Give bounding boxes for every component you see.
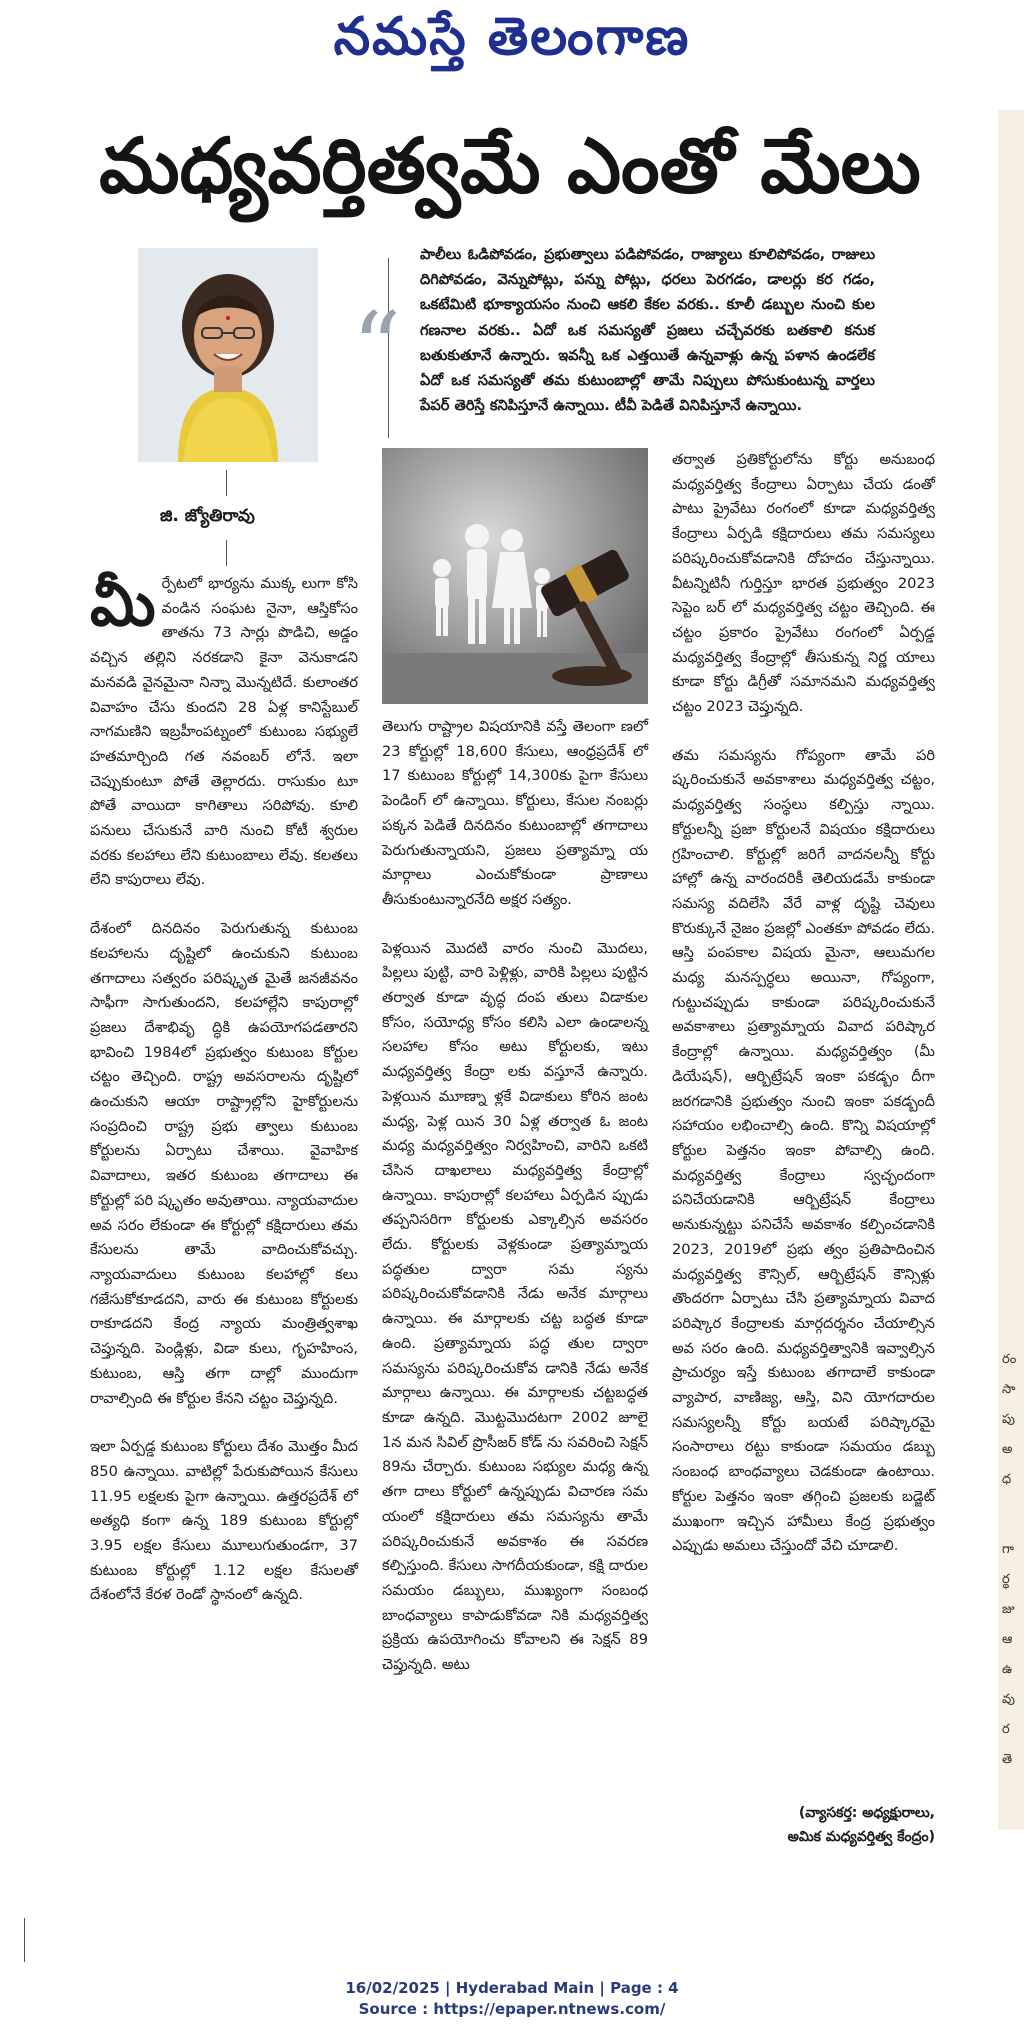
byline-rule-bottom bbox=[226, 540, 227, 566]
edge-fragment: వు bbox=[1002, 1692, 1015, 1707]
adjacent-text-fragments bbox=[1002, 1345, 1024, 1775]
edge-fragment: అ bbox=[1002, 1442, 1013, 1457]
edge-fragment: రం bbox=[1002, 1352, 1017, 1367]
author-photo bbox=[138, 248, 318, 462]
paragraph: తెలుగు రాష్ట్రాల విషయానికి వస్తే తెలంగా ణలో 23 కోర్టుల్లో 18,600 కేసులు, ఆంధ్రప్రదేశ్ లో 17 కుటుంబ కోర్టుల్లో 14,300కు పైగా కేసులు పెండింగ్ లో ఉన్నాయి. కోర్టులు, కేసుల నంబర్లు పక్కన పెడితే దినదినం కుటుంబాల్లో తగాదాలు పెరుగుతున్నాయని, ప్రజలు ప్రత్యామ్నా య మార్గాలు ఎంచుకోకుండా ప్రాణాలు తీసుకుంటున్నారనేది అక్షర సత్యం. bbox=[382, 718, 648, 908]
paragraph: పెళ్లయిన మొదటి వారం నుంచి మొదలు, పిల్లలు పుట్టి, వారి పెళ్లిళ్లు, వారికి పిల్లలు పుట్టిన తర్వాత కూడా వృద్ధ దంప తులు విడాకుల కోసం, సయోధ్య కోసం కలిసి ఎలా ఉండాలన్న సలహాల కోసం అటు కోర్టులకు, ఇటు మధ్యవర్తిత్వ కేంద్రా లకు వస్తూనే ఉన్నారు. పెళ్లయిన మూణ్నా ళ్లకే విడాకులు కోరిన జంట మధ్య, పెళ్ల యిన 30 ఏళ్ల తర్వాత ఓ జంట మధ్య మధ్యవర్తిత్వం నిర్వహించి, వారిని ఒకటి చేసిన దాఖలాలు మధ్యవర్తిత్వ కేంద్రాల్లో ఉన్నాయి. కాపురాల్లో కలహాలు ఏర్పడిన ప్పుడు తప్పనిసరిగా కోర్టులకు ఎక్కాల్సిన అవసరం లేదు. కోర్టులకు వెళ్లకుండా ప్రత్యామ్నాయ పద్ధతుల ద్వారా సమ స్యను పరిష్కరించుకోవడానికి నేడు అనేక మార్గాలు ఉన్నాయి. ఈ మార్గాలకు చట్ట బద్ధత కూడా ఉంది. ప్రత్యామ్నాయ పద్ధ తుల ద్వారా సమస్యను పరిష్కరించుకోవ డానికి నేడు అనేక మార్గాలు ఉన్నాయి. ఈ మార్గాలకు చట్టబద్ధత కూడా ఉన్నది. మొట్టమొదటగా 2002 జూలై 1న మన సివిల్ ప్రొసీజర్ కోడ్ ను సవరించి సెక్షన్ 89ను చేర్చారు. కుటుంబ సభ్యుల మధ్య ఉన్న తగా దాలు కోర్టులో ఉన్నప్పుడు విచారణ సమ యంలో కక్షిదారులు తమ సమస్యను తామే పరిష్కరించుకునే అవకాశం ఈ సవరణ కల్పిస్తుంది. కేసులు సాగదీయకుండా, కక్షి దారుల సమయం డబ్బులు, ముఖ్యంగా సంబంధ బాంధవ్యాలు కాపాడుకోవడా నికి మధ్యవర్తిత్వ ప్రక్రియ ఉపయోగించు కోవాలని ఈ సెక్షన్ 89 చెప్తున్నది. అటు bbox=[382, 939, 648, 1674]
edge-fragment: గా bbox=[1002, 1542, 1014, 1557]
paragraph-text: ర్పేటలో భార్యను ముక్క లుగా కోసి వండిన సంఘట నైనా, ఆస్తికోసం తాతను 73 సార్లు పొడిచి, అడ్డం వచ్చిన తల్లిని నరకడాని కైనా వెనుకాడని మనవడి వైనమైనా నిన్నా మొన్నటిదే. కులాంతర వివాహం చేసు కుందని 28 ఏళ్ల కానిస్టేబుల్ నాగమణిని ఇబ్రహీంపట్నంలో కుటుంబ సభ్యులే హతమార్చింది గత నవంబర్ లోనే. ఇలా చెప్పుకుంటూ పోతే తెల్లారదు. రాసుకుం టూ పోతే వాయిదా కాగితాలు సరిపోవు. కూలి పనులు చేసుకునే వారి నుంచి కోటీ శ్వరుల వరకు కలహాలు లేని కుటుంబాలు లేవు. కలతలు లేని కాపురాలు లేవు. bbox=[90, 575, 358, 889]
byline-rule-top bbox=[226, 470, 227, 496]
drop-cap: మీ bbox=[90, 567, 156, 640]
paragraph: దేశంలో దినదినం పెరుగుతున్న కుటుంబ కలహాలను దృష్టిలో ఉంచుకుని కుటుంబ తగాదాలు సత్వరం పరిష్కృత మైతే జనజీవనం సాఫీగా సాగుతుందని, కలహాల్లేని కాపురాల్లో ప్రజలు దేశాభివృ ద్ధికి ఉపయోగపడతారని భావించి 1984లో ప్రభుత్వం కుటుంబ కోర్టుల చట్టం తెచ్చింది. రాష్ట్ర అవసరాలను దృష్టిలో ఉంచుకుని ఆయా రాష్ట్రాల్లోని హైకోర్టులను సంప్రదించి రాష్ట్ర ప్రభు త్వాలు కుటుంబ కోర్టులను ఏర్పాటు చేశాయి. వైవాహిక వివాదాలు, ఇతర కుటుంబ తగాదాలు ఈ కోర్టుల్లో పరి ష్కృతం అవుతాయి. న్యాయవాదుల అవ సరం లేకుండా ఈ కోర్టుల్లో కక్షిదారులు తమ కేసులను తామే వాదించుకోవచ్చు. న్యాయవాదులు కుటుంబ కలహాల్లో కలు గజేసుకోకూడదని, వారు ఈ కుటుంబ కోర్టులకు రాకూడదని కేంద్ర న్యాయ మంత్రిత్వశాఖ చెప్తున్నది. పెండ్లిళ్లు, విడా కులు, గృహహింస, కుటుంబ, ఆస్తి తగా దాల్లో ముందుగా రావాల్సింది ఈ కోర్టుల కేనని చట్టం చెప్తున్నది. bbox=[90, 920, 358, 1407]
article-column-1 bbox=[90, 567, 358, 1608]
edge-fragment: ర bbox=[1002, 1722, 1010, 1737]
author-byline: జి. జ్యోతిరావు bbox=[160, 506, 255, 526]
edge-fragment: పు bbox=[1002, 1412, 1015, 1427]
pullquote-intro: పాలీలు ఓడిపోవడం, ప్రభుత్వాలు పడిపోవడం, రాజ్యాలు కూలిపోవడం, రాజులు దిగిపోవడం, వెన్నుపోట్లు, పన్ను పోట్లు, ధరలు పెరగడం, డాలర్లు కర గడం, ఒకటేమిటి భూక్యాయసం నుంచి ఆకలి కేకల వరకు.. కూలీ డబ్బుల నుంచి కుల గణనాల వరకు.. ఏదో ఒక సమస్యతో ప్రజలు చచ్చేవరకు బతకాలి కనుక బతుకుతూనే ఉన్నారు. ఇవన్నీ ఒక ఎత్తయితే ఉన్నవాళ్లు ఉన్న పళాన ఉండలేక ఏదో ఒక సమస్యతో తమ కుటుంబాల్లో తామే నిప్పులు పోసుకుంటున్న వార్తలు పేపర్ తెరిస్తే కనిపిస్తూనే ఉన్నాయి. టీవీ పెడితే వినిపిస్తూనే ఉన్నాయి. bbox=[420, 246, 875, 415]
edge-fragment: ఉ bbox=[1002, 1662, 1013, 1677]
headline: మధ్యవర్తిత్వమే ఎంతో మేలు bbox=[99, 121, 921, 210]
edge-fragment: ధ bbox=[1002, 1472, 1012, 1487]
footer-date-edition: 16/02/2025 | Hyderabad Main | Page : 4 bbox=[345, 1979, 679, 1997]
article-column-2 bbox=[382, 715, 648, 1678]
edge-fragment: తె bbox=[1002, 1752, 1013, 1767]
margin-rule bbox=[24, 1918, 25, 1962]
quote-icon: “ bbox=[352, 292, 402, 404]
edge-fragment: జు bbox=[1002, 1602, 1015, 1617]
family-gavel-illustration bbox=[382, 448, 648, 704]
paragraph: ఇలా ఏర్పడ్డ కుటుంబ కోర్టులు దేశం మొత్తం మీద 850 ఉన్నాయి. వాటిల్లో పేరుకుపోయిన కేసులు 11.95 లక్షలకు పైగా ఉన్నాయి. ఉత్తరప్రదేశ్ లో అత్యధి కంగా ఉన్న 189 కుటుంబ కోర్టుల్లో 3.95 లక్షల కేసులు మూలుగుతుండగా, 37 కుటుంబ కోర్టుల్లో 1.12 లక్షల కేసులతో దేశంలోనే కేరళ రెండో స్థానంలో ఉన్నది. bbox=[90, 1438, 358, 1604]
footer-source: Source : https://epaper.ntnews.com/ bbox=[358, 2000, 666, 2018]
paragraph: తర్వాత ప్రతికోర్టులోను కోర్టు అనుబంధ మధ్యవర్తిత్వ కేంద్రాలు ఏర్పాటు చేయ డంతో పాటు ప్రైవేటు రంగంలో కూడా మధ్యవర్తిత్వ కేంద్రాలు ఏర్పడి కక్షిదారులు తమ సమస్యలు పరిష్కరించుకోవడానికి దోహదం చేస్తున్నాయి. వీటన్నిటినీ గుర్తిస్తూ భారత ప్రభుత్వం 2023 సెప్టెం బర్ లో మధ్యవర్తిత్వ చట్టం తెచ్చింది. ఈ చట్టం ప్రకారం ప్రైవేటు రంగంలో ఏర్పడ్డ మధ్యవర్తిత్వ కేంద్రాల్లో తీసుకున్న నిర్ణ యాలు కూడా కోర్టు డిగ్రీతో సమానమని మధ్యవర్తిత్వ చట్టం 2023 చెప్తున్నది. bbox=[672, 451, 935, 716]
edge-fragment: ఆ bbox=[1002, 1632, 1013, 1647]
masthead: నమస్తే తెలంగాణ bbox=[333, 6, 691, 67]
credit-line: (వ్యాసకర్త: అధ్యక్షురాలు, bbox=[798, 1805, 935, 1821]
paragraph bbox=[90, 567, 358, 893]
credit-line: అమిక మధ్యవర్తిత్వ కేంద్రం) bbox=[787, 1829, 935, 1845]
page-footer bbox=[0, 1978, 1024, 2020]
edge-fragment: ర్థ bbox=[1002, 1572, 1010, 1587]
edge-fragment: సా bbox=[1002, 1382, 1016, 1397]
author-credit bbox=[672, 1801, 935, 1849]
paragraph: తమ సమస్యను గోప్యంగా తామే పరి ష్కరించుకునే అవకాశాలు మధ్యవర్తిత్వ చట్టం, మధ్యవర్తిత్వ సంస్థలు కల్పిస్తు న్నాయి. కోర్టులన్నీ ప్రజా కోర్టులనే విషయం కక్షిదారులు గ్రహించాలి. కోర్టుల్లో జరిగే వాదనలన్నీ కోర్టు హాల్లో ఉన్న వారందరికీ తెలియడమే కాకుండా సమస్య వదిలేసి వేరే వాళ్ల దృష్టి చెవులు కొరుక్కునే నైజం ప్రజల్లో ఎంతకూ పోవడం లేదు. ఆస్తి పంపకాల విషయ మైనా, ఆలుమగల మధ్య మనస్పర్ధలు అయినా, గోప్యంగా, గుట్టుచప్పుడు కాకుండా పరిష్కరించుకునే అవకాశాలు ప్రత్యామ్నాయ వివాద పరిష్కార కేంద్రాల్లో ఉన్నాయి. మధ్యవర్తిత్వం (మీ డియేషన్), ఆర్బిట్రేషన్ ఇంకా పకడ్బం దీగా జరగడానికి ప్రభుత్వం నుంచి ఇంకా పకడ్బందీ సహాయం లభించాల్సి ఉంది. కొన్ని విషయాల్లో కోర్టుల పెత్తనం ఇంకా పోవాల్సి ఉంది. మధ్యవర్తిత్వ కేంద్రాలు స్వచ్ఛందంగా పనిచేయడానికి ఆర్బిట్రేషన్ కేంద్రాలు అనుకున్నట్టు పనిచేసే అవకాశం కల్పించడానికి 2023, 2019లో ప్రభు త్వం ప్రతిపాదించిన మధ్యవర్తిత్వ కౌన్సిల్, ఆర్బిట్రేషన్ కౌన్సిళ్లు తొందరగా ఏర్పాటు చేసి ప్రత్యామ్నాయ వివాద పరిష్కార కేంద్రాలకు మార్గదర్శనం చేయాల్సిన అవ సరం ఉంది. మధ్యవర్తిత్వానికి ఇవ్వాల్సిన ప్రాచుర్యం ఇస్తే కుటుంబ తగాదాలే కాకుండా వ్యాపార, వాణిజ్య, ఆస్తి, విని యోగదారుల సమస్యలన్నీ కోర్టు బయటే పరిష్కారమై సంసారాలు రట్టు కాకుండా సమయం డబ్బు సంబంధ బాంధవ్యాలు చెడకుండా ఉంటాయి. కోర్టుల పెత్తనం ఇంకా తగ్గించి ప్రజలకు బడ్జెట్ ముఖంగా ఇచ్చిన హామీలు కేంద్ర ప్రభుత్వం ఎప్పుడు అమలు చేస్తుందో వేచి చూడాలి. bbox=[672, 746, 935, 1555]
article-column-3 bbox=[672, 448, 935, 1559]
